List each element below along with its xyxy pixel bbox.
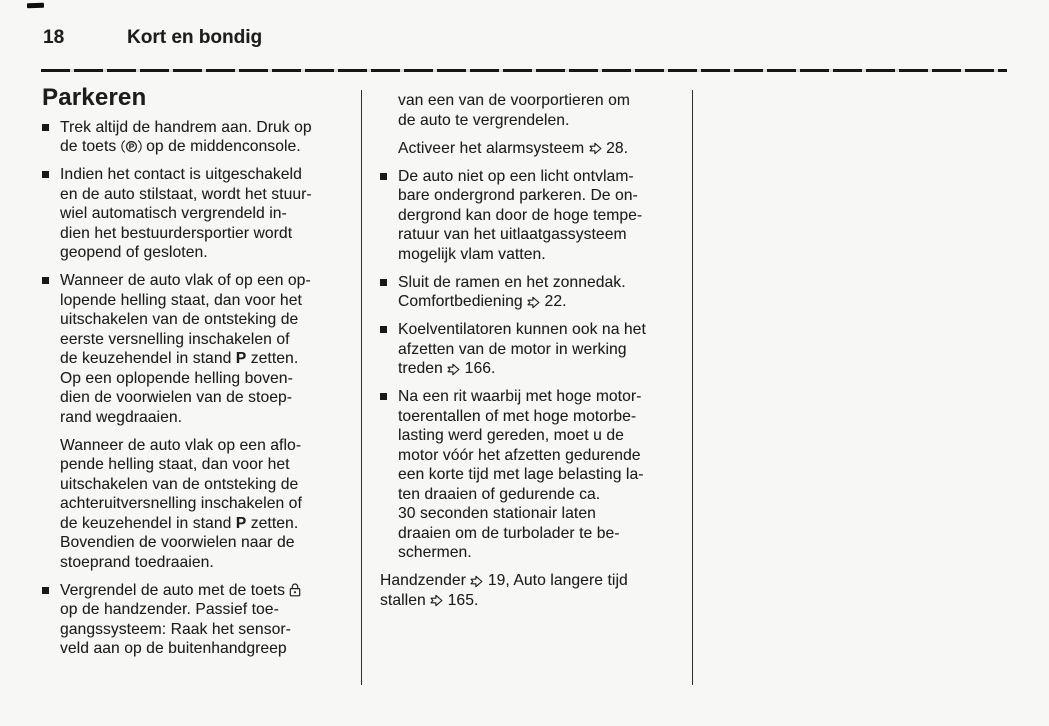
paragraph — [398, 91, 688, 130]
paragraph — [60, 436, 362, 573]
block-text: Activeer het alarmsysteem 28. — [398, 139, 629, 157]
list-item — [42, 118, 362, 157]
block-text: Vergrendel de auto met de toets op de handzender. Passief toe- gangssysteem: Raak het sensor- veld aan op de buitenhandgreep — [60, 581, 362, 659]
list-item — [380, 387, 688, 563]
svg-text:P: P — [128, 141, 135, 152]
block-text: Wanneer de auto vlak op een aflo- pende helling staat, dan voor het uitschakelen van de ontsteking de achteruitversnelling inschakelen of de keuzehendel in stand P zetten. Bovendien de voorwielen naar de stoeprand toedraaien. — [60, 436, 302, 571]
paragraph — [380, 571, 688, 610]
column-separator-1 — [361, 90, 362, 685]
bullet-marker — [380, 279, 387, 286]
section-title: Parkeren — [42, 84, 147, 111]
bullet-marker — [42, 587, 49, 594]
page-reference-arrow-icon — [447, 359, 460, 379]
list-item — [380, 167, 688, 265]
list-item — [380, 320, 688, 379]
page-header — [43, 27, 262, 49]
page-number: 18 — [43, 27, 65, 48]
lock-icon — [289, 581, 301, 601]
block-text: van een van de voorportieren om de auto te vergrendelen. — [398, 92, 630, 129]
block-text: Handzender 19, Auto langere tijd stallen 165. — [380, 572, 628, 609]
scan-artifact — [27, 3, 44, 9]
page-reference-arrow-icon — [470, 571, 483, 591]
bullet-marker — [380, 173, 387, 180]
left-column — [42, 84, 362, 667]
page-reference-arrow-icon — [527, 292, 540, 312]
bullet-marker — [42, 124, 49, 131]
block-text: Koelventilatoren kunnen ook na het afzetten van de motor in werking treden 166. — [398, 321, 646, 377]
block-text: Na een rit waarbij met hoge motor- toerentallen of met hoge motorbe- lasting werd gereden, moet u de motor vóór het afzetten gedurende een korte tijd met lage belasting la- ten draaien of gedurende ca. 30 seconden stationair laten draaien om de turbolader te be- schermen. — [398, 388, 644, 561]
page-reference-arrow-icon — [589, 139, 602, 159]
column-separator-2 — [692, 90, 693, 685]
parking-brake-button-icon — [121, 137, 142, 157]
middle-column-blocks — [380, 91, 688, 610]
list-item — [380, 273, 688, 312]
block-text: De auto niet op een licht ontvlam- bare ondergrond parkeren. De on- dergrond kan door de hoge tempe- ratuur van het uitlaatgassysteem mogelijk vlam vatten. — [398, 167, 643, 263]
paragraph — [398, 139, 688, 159]
right-column-empty — [711, 88, 1007, 683]
block-text: Indien het contact is uitgeschakeld en de auto stilstaat, wordt het stuur- wiel automatisch vergrendeld in- dien het bestuurdersportier wordt geopend of gesloten. — [60, 166, 312, 261]
page-reference-arrow-icon — [430, 591, 443, 611]
header-rule — [41, 69, 1007, 72]
chapter-title: Kort en bondig — [127, 27, 263, 48]
bullet-marker — [380, 393, 387, 400]
list-item — [42, 271, 362, 427]
left-column-blocks — [42, 118, 362, 659]
bullet-marker — [380, 326, 387, 333]
list-item — [42, 165, 362, 263]
bold-text: P — [235, 350, 247, 367]
list-item — [42, 581, 362, 659]
block-text: Trek altijd de handrem aan. Druk op de toets P op de middenconsole. — [60, 118, 312, 155]
block-text: Wanneer de auto vlak of op een op- lopende helling staat, dan voor het uitschakelen van de ontsteking de eerste versnelling inschakelen of de keuzehendel in stand P zetten. Op een oplopende helling boven- dien de voorwielen van de stoep- rand wegdraaien. — [60, 272, 311, 426]
block-text: Sluit de ramen en het zonnedak. Comfortbediening 22. — [398, 273, 626, 310]
bold-text: P — [235, 514, 247, 532]
bullet-marker — [42, 171, 49, 178]
bullet-marker — [42, 277, 49, 284]
middle-column — [380, 91, 688, 619]
